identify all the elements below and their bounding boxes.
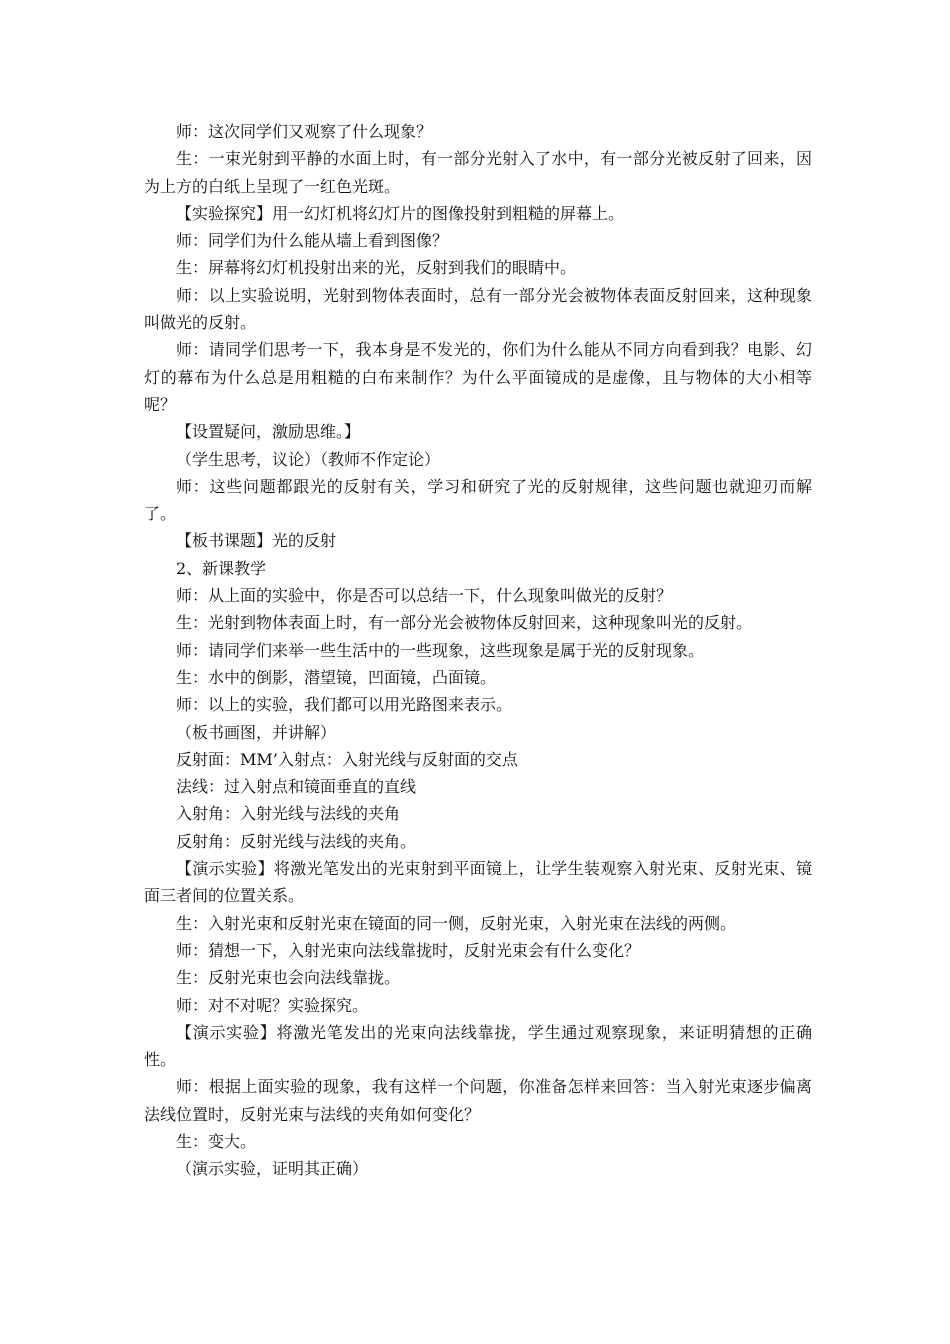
paragraph: 师：猜想一下，入射光束向法线靠拢时，反射光束会有什么变化？ [176,940,641,960]
paragraph: 【设置疑问，激励思维。】 [176,422,361,442]
paragraph: 【板书课题】光的反射 [176,531,337,551]
paragraph: 师：这次同学们又观察了什么现象？ [176,122,433,141]
paragraph: 师：以上的实验，我们都可以用光路图来表示。 [176,695,513,715]
paragraph: 师：从上面的实验中，你是否可以总结一下，什么现象叫做光的反射？ [176,586,673,606]
paragraph: 师：同学们为什么能从墙上看到图像？ [176,231,449,251]
paragraph: 【实验探究】用一幻灯机将幻灯片的图像投射到粗糙的屏幕上。 [176,203,625,223]
paragraph: 师：对不对呢？实验探究。 [176,995,369,1015]
paragraph: 师：根据上面实验的现象，我有这样一个问题，你准备怎样来回答：当入射光束逐步偏离法线位置时，反射光束与法线的夹角如何变化？ [144,1077,812,1124]
paragraph: 生：反射光束也会向法线靠拢。 [176,968,401,988]
paragraph: 生：入射光束和反射光束在镜面的同一侧，反射光束，入射光束在法线的两侧。 [176,913,737,933]
paragraph: 生：变大。 [176,1131,257,1151]
paragraph: （学生思考，议论）（教师不作定论） [176,449,441,469]
definition-line: 反射角：反射光线与法线的夹角。 [176,831,417,851]
paragraph: 生：一束光射到平静的水面上时，有一部分光射入了水中，有一部分光被反射了回来，因为上方的白纸上呈现了一红色光斑。 [144,149,812,196]
paragraph: 【演示实验】将激光笔发出的光束射到平面镜上，让学生装观察入射光束、反射光束、镜面三者间的位置关系。 [144,859,812,906]
paragraph: 师：请同学们来举一些生活中的一些现象，这些现象是属于光的反射现象。 [176,640,705,660]
paragraph: 【演示实验】将激光笔发出的光束向法线靠拢，学生通过观察现象，来证明猜想的正确性。 [144,1022,812,1070]
paragraph: 师：请同学们思考一下，我本身是不发光的，你们为什么能从不同方向看到我？电影、幻灯的幕布为什么总是用粗糙的白布来制作？为什么平面镜成的是虚像，且与物体的大小相等呢？ [144,340,812,414]
document-body [144,118,812,1183]
definition-line: 入射角：入射光线与法线的夹角 [176,804,401,824]
paragraph: 生：屏幕将幻灯机投射出来的光，反射到我们的眼睛中。 [176,258,577,278]
paragraph: （演示实验，证明其正确） [176,1159,369,1179]
definition-line: 反射面：MM’入射点：入射光线与反射面的交点 [176,749,518,769]
paragraph: （板书画图，并讲解） [176,722,337,742]
paragraph: 生：光射到物体表面上时，有一部分光会被物体反射回来，这种现象叫光的反射。 [176,613,753,633]
paragraph: 师：以上实验说明，光射到物体表面时，总有一部分光会被物体表面反射回来，这种现象叫做光的反射。 [144,285,812,333]
definition-line: 法线：过入射点和镜面垂直的直线 [176,777,417,797]
paragraph: 师：这些问题都跟光的反射有关，学习和研究了光的反射规律，这些问题也就迎刃而解了。 [144,476,812,524]
section-heading: 2、新课教学 [176,558,267,578]
paragraph: 生：水中的倒影，潜望镜，凹面镜，凸面镜。 [176,667,497,687]
